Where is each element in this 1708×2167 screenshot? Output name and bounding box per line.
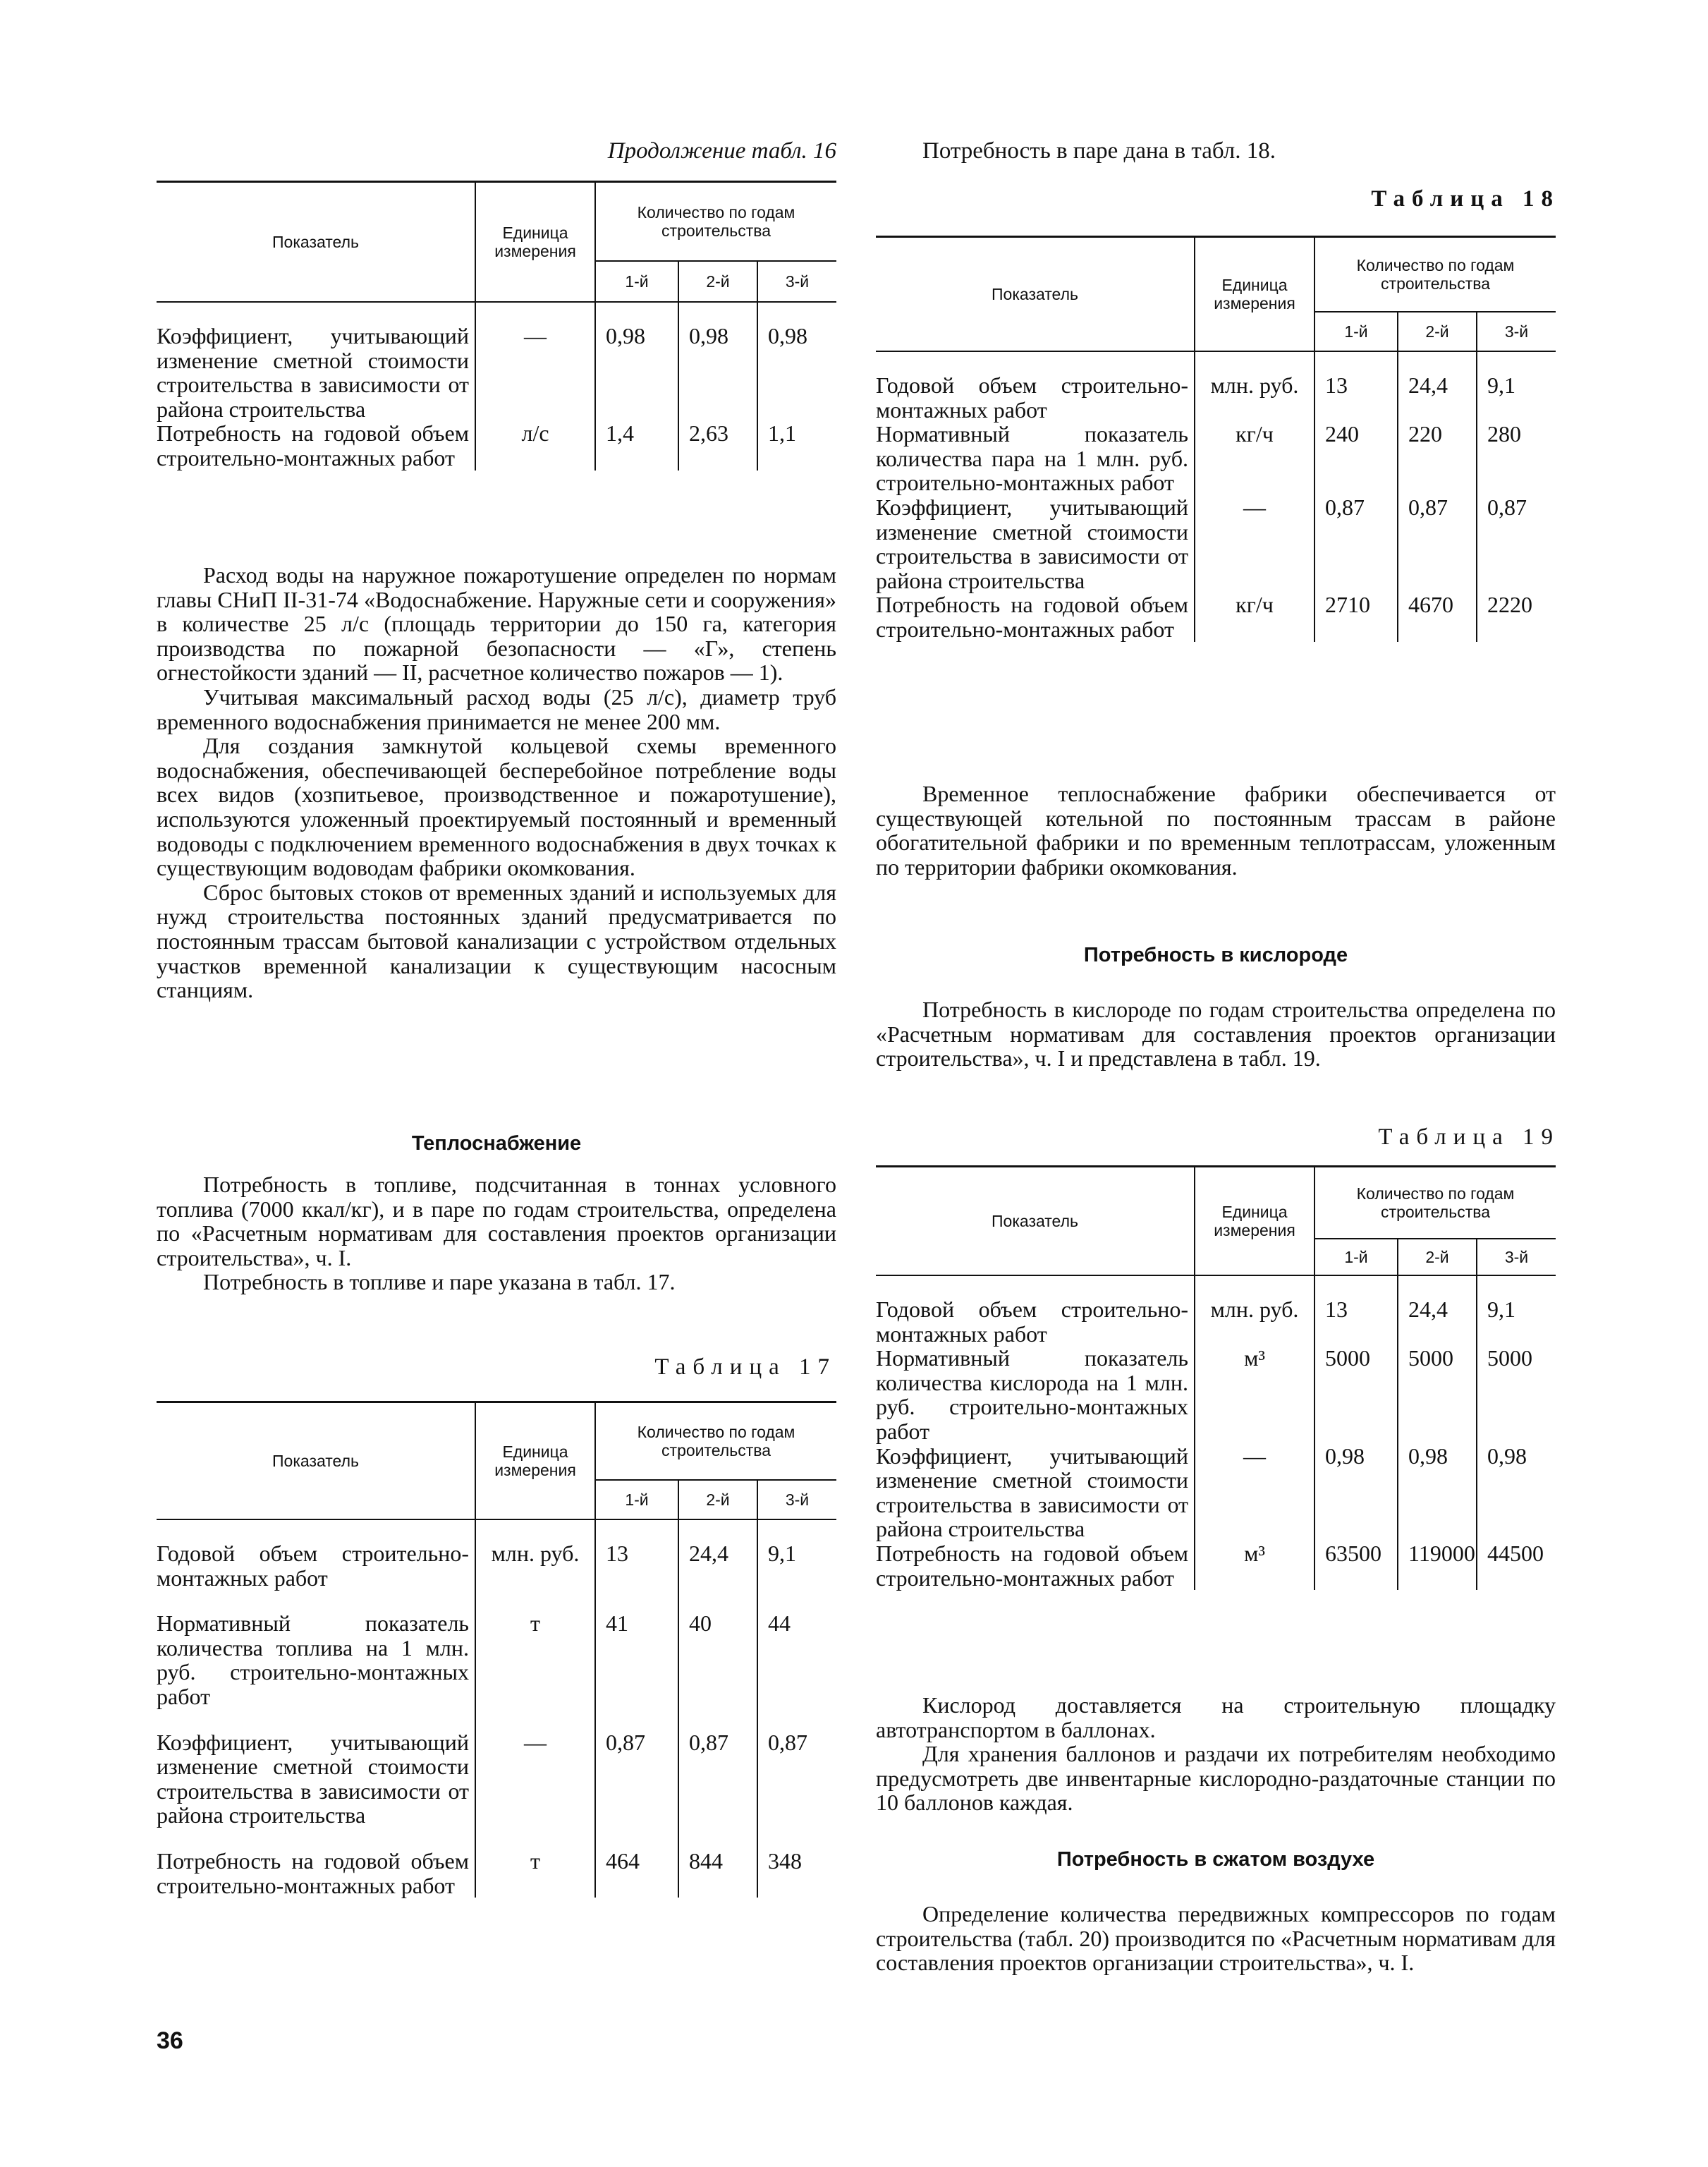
col-header-y1: 1-й — [1314, 1239, 1398, 1275]
col-header-y3: 3-й — [1477, 312, 1556, 351]
row-label: Годовой объем строительно-монтажных работ — [876, 372, 1188, 423]
cell-year-1: 1,4 — [595, 421, 678, 470]
col-header-indicator: Показатель — [272, 1452, 359, 1470]
col-header-y1: 1-й — [595, 261, 678, 302]
paragraph: Кислород доставляется на строительную площадку автотранспортом в баллонах. — [876, 1692, 1556, 1742]
col-header-qty: Количество по годам строительства — [595, 182, 836, 262]
table-row — [876, 593, 1556, 641]
right-paragraph-5 — [876, 1902, 1556, 1975]
table-row — [876, 495, 1556, 593]
cell-year-3: 1,1 — [757, 421, 836, 470]
cell-year-2: 2,63 — [678, 421, 757, 470]
cell-year-1: 63500 — [1314, 1541, 1398, 1590]
col-header-unit: Единица измерения — [1195, 237, 1314, 352]
row-label: Коэффициент, учитывающий изменение сметной стоимости строительства в зависимости от района строительства — [876, 494, 1188, 593]
table-18-body — [876, 351, 1556, 642]
table-row — [876, 1444, 1556, 1541]
table-continuation-caption: Продолжение табл. 16 — [607, 138, 836, 164]
cell-unit: м³ — [1195, 1541, 1314, 1590]
col-header-y3: 3-й — [1477, 1239, 1556, 1275]
col-header-unit: Единица измерения — [475, 1402, 595, 1520]
col-header-y2: 2-й — [678, 1480, 757, 1519]
table-row — [876, 1346, 1556, 1443]
row-label: Годовой объем строительно-монтажных работ — [876, 1297, 1188, 1347]
row-label: Коэффициент, учитывающий изменение сметной стоимости строительства в зависимости от района строительства — [157, 323, 469, 422]
col-header-y3: 3-й — [757, 261, 836, 302]
cell-year-3: 280 — [1477, 422, 1556, 495]
col-header-y2: 2-й — [1398, 1239, 1477, 1275]
cell-year-1: 41 — [595, 1590, 678, 1708]
table-row — [157, 1709, 836, 1828]
heading-compressed-air: Потребность в сжатом воздухе — [1056, 1848, 1375, 1871]
cell-year-3: 44500 — [1477, 1541, 1556, 1590]
cell-unit: — — [1195, 1444, 1314, 1541]
cell-unit: т — [475, 1828, 595, 1898]
row-label: Нормативный показатель количества топлива на 1 млн. руб. строительно-монтажных работ — [157, 1610, 469, 1709]
left-paragraphs-1 — [157, 563, 836, 1002]
right-paragraph-2 — [876, 997, 1556, 1071]
paragraph: Потребность в кислороде по годам строительства определена по «Расчетным нормативам для составления проектов организации строительства», ч. I и представлена в табл. 19. — [876, 997, 1556, 1072]
table-17 — [157, 1401, 836, 1898]
cell-year-3: 5000 — [1477, 1346, 1556, 1443]
col-header-indicator: Показатель — [272, 233, 359, 251]
table-row — [157, 1590, 836, 1708]
table-row — [876, 422, 1556, 495]
cell-unit: — — [475, 1709, 595, 1828]
cell-year-1: 5000 — [1314, 1346, 1398, 1443]
cell-year-3: 2220 — [1477, 593, 1556, 641]
cell-year-3: 348 — [757, 1828, 836, 1898]
table-18 — [876, 236, 1556, 642]
table-18-caption: Таблица 18 — [1371, 186, 1560, 212]
cell-year-2: 0,87 — [678, 1709, 757, 1828]
cell-year-1: 0,87 — [1314, 495, 1398, 593]
cell-unit: млн. руб. — [1195, 351, 1314, 422]
cell-year-2: 40 — [678, 1590, 757, 1708]
paragraph: Определение количества передвижных компрессоров по годам строительства (табл. 20) производится по «Расчетным нормативам для составления проектов организации строительства», ч. I. — [876, 1901, 1556, 1976]
col-header-y2: 2-й — [678, 261, 757, 302]
cell-year-3: 0,87 — [757, 1709, 836, 1828]
col-header-unit: Единица измерения — [475, 182, 595, 303]
cell-year-3: 9,1 — [1477, 1275, 1556, 1346]
cell-year-1: 2710 — [1314, 593, 1398, 641]
paragraph: Временное теплоснабжение фабрики обеспечивается от существующей котельной по постоянным трассам в районе обогатительной фабрики и по временным теплотрассам, уложенным по территории фабрики окомкования. — [876, 781, 1556, 880]
table-row — [157, 1828, 836, 1898]
cell-year-2: 0,98 — [1398, 1444, 1477, 1541]
paragraph: Для хранения баллонов и раздачи их потребителям необходимо предусмотреть две инвентарные кислородно-раздаточные станции по 10 баллонов каждая. — [876, 1741, 1556, 1816]
cell-year-1: 0,98 — [595, 302, 678, 421]
cell-year-2: 24,4 — [678, 1519, 757, 1590]
left-paragraphs-2 — [157, 1172, 836, 1294]
paragraph: Для создания замкнутой кольцевой схемы временного водоснабжения, обеспечивающей бесперебойное потребление воды всех видов (хозпитьевое, производственное и пожаротушение), используются уложенный проектируемый постоянный и временный водоводы с подключением временного водоснабжения в двух точках к существующим водоводам фабрики окомкования. — [157, 733, 836, 881]
paragraph: Сброс бытовых стоков от временных зданий и используемых для нужд строительства постоянных зданий предусматривается по постоянным трассам бытовой канализации с устройством отдельных участков временной канализации к существующим насосным станциям. — [157, 879, 836, 1003]
table-row — [157, 1519, 836, 1590]
cell-year-2: 844 — [678, 1828, 757, 1898]
cell-year-1: 13 — [1314, 351, 1398, 422]
row-label: Потребность на годовой объем строительно-монтажных работ — [157, 1847, 469, 1898]
cell-year-2: 4670 — [1398, 593, 1477, 641]
table-row — [876, 1541, 1556, 1590]
cell-year-2: 119000 — [1398, 1541, 1477, 1590]
table-17-caption: Таблица 17 — [654, 1354, 836, 1380]
cell-year-1: 0,98 — [1314, 1444, 1398, 1541]
col-header-indicator: Показатель — [992, 1212, 1078, 1230]
cell-unit: млн. руб. — [1195, 1275, 1314, 1346]
cell-year-3: 9,1 — [757, 1519, 836, 1590]
cell-year-1: 240 — [1314, 422, 1398, 495]
cell-year-3: 9,1 — [1477, 351, 1556, 422]
cell-unit: кг/ч — [1195, 593, 1314, 641]
col-header-y1: 1-й — [595, 1480, 678, 1519]
table-row — [157, 302, 836, 421]
paragraph: Учитывая максимальный расход воды (25 л/с), диаметр труб временного водоснабжения принимается не менее 200 мм. — [157, 684, 836, 734]
row-label: Потребность на годовой объем строительно-монтажных работ — [157, 420, 469, 471]
heading-heat-supply: Теплоснабжение — [411, 1132, 582, 1155]
cell-year-3: 0,87 — [1477, 495, 1556, 593]
cell-year-1: 464 — [595, 1828, 678, 1898]
col-header-qty: Количество по годам строительства — [1314, 237, 1556, 312]
col-header-y1: 1-й — [1314, 312, 1398, 351]
cell-year-2: 5000 — [1398, 1346, 1477, 1443]
page-number: 36 — [157, 2027, 183, 2054]
cell-unit: кг/ч — [1195, 422, 1314, 495]
cell-year-3: 0,98 — [757, 302, 836, 421]
row-label: Нормативный показатель количества пара на 1 млн. руб. строительно-монтажных работ — [876, 421, 1188, 496]
cell-unit: т — [475, 1590, 595, 1708]
cell-year-2: 24,4 — [1398, 351, 1477, 422]
heading-oxygen: Потребность в кислороде — [1083, 944, 1348, 966]
col-header-indicator: Показатель — [992, 285, 1078, 303]
cell-year-2: 0,98 — [678, 302, 757, 421]
cell-year-1: 13 — [1314, 1275, 1398, 1346]
col-header-unit: Единица измерения — [1195, 1167, 1314, 1276]
paragraph: Потребность в топливе и паре указана в табл. 17. — [203, 1269, 676, 1295]
cell-year-1: 13 — [595, 1519, 678, 1590]
row-label: Потребность на годовой объем строительно-монтажных работ — [876, 1540, 1188, 1591]
col-header-y3: 3-й — [757, 1480, 836, 1519]
col-header-qty: Количество по годам строительства — [1314, 1167, 1556, 1239]
paragraph: Расход воды на наружное пожаротушение определен по нормам главы СНиП II-31-74 «Водоснабжение. Наружные сети и сооружения» в количестве 25 л/с (площадь территории до 150 га, категория производства по пожарной безопасности — «Г», степень огнестойкости зданий — II, расчетное количество пожаров — 1). — [157, 562, 836, 686]
cell-year-2: 0,87 — [1398, 495, 1477, 593]
table-19 — [876, 1165, 1556, 1590]
cell-year-3: 44 — [757, 1590, 836, 1708]
table-17-body — [157, 1519, 836, 1898]
right-paragraph-1 — [876, 782, 1556, 879]
cell-year-3: 0,98 — [1477, 1444, 1556, 1541]
cell-unit: — — [1195, 495, 1314, 593]
row-label: Коэффициент, учитывающий изменение сметной стоимости строительства в зависимости от района строительства — [157, 1729, 469, 1828]
table-16 — [157, 181, 836, 471]
table-row — [876, 1275, 1556, 1346]
cell-unit: млн. руб. — [475, 1519, 595, 1590]
cell-year-1: 0,87 — [595, 1709, 678, 1828]
col-header-y2: 2-й — [1398, 312, 1477, 351]
table-row — [876, 351, 1556, 422]
col-header-qty: Количество по годам строительства — [595, 1402, 836, 1481]
cell-year-2: 24,4 — [1398, 1275, 1477, 1346]
row-label: Нормативный показатель количества кислорода на 1 млн. руб. строительно-монтажных работ — [876, 1345, 1188, 1444]
cell-year-2: 220 — [1398, 422, 1477, 495]
steam-note: Потребность в паре дана в табл. 18. — [922, 138, 1276, 164]
table-19-body — [876, 1275, 1556, 1590]
cell-unit: — — [475, 302, 595, 421]
row-label: Годовой объем строительно-монтажных работ — [157, 1541, 469, 1591]
cell-unit: л/с — [475, 421, 595, 470]
table-16-body — [157, 302, 836, 471]
table-row — [157, 421, 836, 470]
row-label: Потребность на годовой объем строительно-монтажных работ — [876, 592, 1188, 642]
cell-unit: м³ — [1195, 1346, 1314, 1443]
row-label: Коэффициент, учитывающий изменение сметной стоимости строительства в зависимости от района строительства — [876, 1443, 1188, 1542]
table-19-caption: Таблица 19 — [1378, 1124, 1560, 1150]
right-paragraphs-3 — [876, 1693, 1556, 1815]
paragraph: Потребность в топливе, подсчитанная в тоннах условного топлива (7000 ккал/кг), и в паре по годам строительства, определена по «Расчетным нормативам для составления проектов организации строительства», ч. I. — [157, 1172, 836, 1270]
